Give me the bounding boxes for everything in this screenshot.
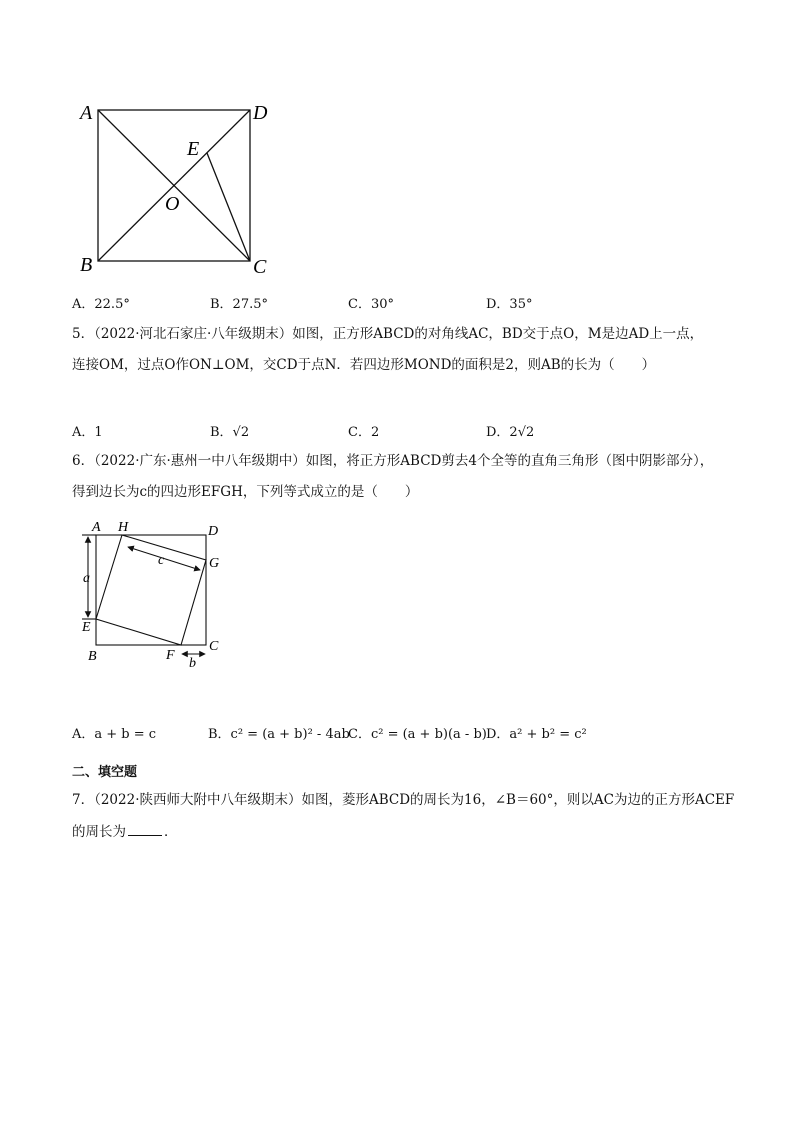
q6-option-d[interactable]: D．a² + b² = c² (486, 727, 587, 742)
vertex-b-label: B (80, 254, 93, 276)
figure-square-diagonals (70, 95, 290, 285)
length-a-label: a (83, 571, 90, 586)
q5-option-a[interactable]: A．1 (72, 425, 103, 440)
answer-blank[interactable] (128, 822, 162, 836)
vertex-c-label: C (253, 256, 267, 278)
point-e-label: E (187, 138, 200, 160)
vertex-a-label: A (92, 520, 101, 535)
vertex-d-label: D (208, 524, 219, 539)
q4-option-a[interactable]: A．22.5° (72, 297, 130, 312)
q7-line2-suffix: ． (164, 824, 178, 840)
q5-question-line2: 连接OM，过点O作ON⊥OM，交CD于点N．若四边形MOND的面积是2，则AB的长为（ ） (72, 357, 656, 373)
vertex-b-label: B (88, 649, 97, 664)
q5-option-d[interactable]: D．2√2 (486, 425, 535, 440)
q7-line2-prefix: 的周长为 (72, 824, 126, 840)
length-c-label: c (158, 553, 165, 568)
segment-ec (207, 153, 250, 261)
q6-question-line2: 得到边长为c的四边形EFGH，下列等式成立的是（ ） (72, 484, 419, 500)
section-heading-fill-blank: 二、填空题 (72, 765, 138, 780)
vertex-f-label: F (166, 648, 175, 663)
q7-question-line2 (72, 822, 178, 841)
q4-option-c[interactable]: C．30° (348, 297, 394, 312)
vertex-g-label: G (209, 556, 220, 571)
q6-question-line1: 6．（2022·广东·惠州一中八年级期中）如图，将正方形ABCD剪去4个全等的直角三角形（图中阴影部分）， (72, 453, 714, 469)
vertex-c-label: C (209, 639, 219, 654)
q5-question-line1: 5．（2022·河北石家庄·八年级期末）如图，正方形ABCD的对角线AC，BD交于点O，M是边AD上一点， (72, 326, 704, 342)
q5-option-c[interactable]: C．2 (348, 425, 380, 440)
q6-option-b[interactable]: B．c² = (a + b)² - 4ab (208, 727, 350, 742)
q4-option-d[interactable]: D．35° (486, 297, 533, 312)
vertex-e-label: E (82, 620, 91, 635)
inner-square-efgh (96, 535, 206, 645)
q6-option-c[interactable]: C．c² = (a + b)(a - b) (348, 727, 487, 742)
q4-option-b[interactable]: B．27.5° (210, 297, 268, 312)
vertex-a-label: A (80, 102, 93, 124)
vertex-h-label: H (118, 520, 129, 535)
vertex-d-label: D (253, 102, 268, 124)
outer-square-abcd (96, 535, 206, 645)
figure-inner-square-efgh (72, 515, 232, 675)
q6-option-a[interactable]: A．a + b = c (72, 727, 157, 742)
q7-question-line1: 7．（2022·陕西师大附中八年级期末）如图，菱形ABCD的周长为16，∠B＝60°，则以AC为边的正方形ACEF (72, 792, 735, 808)
length-b-label: b (189, 656, 196, 671)
q5-option-b[interactable]: B．√2 (210, 425, 250, 440)
point-o-label: O (165, 193, 180, 215)
